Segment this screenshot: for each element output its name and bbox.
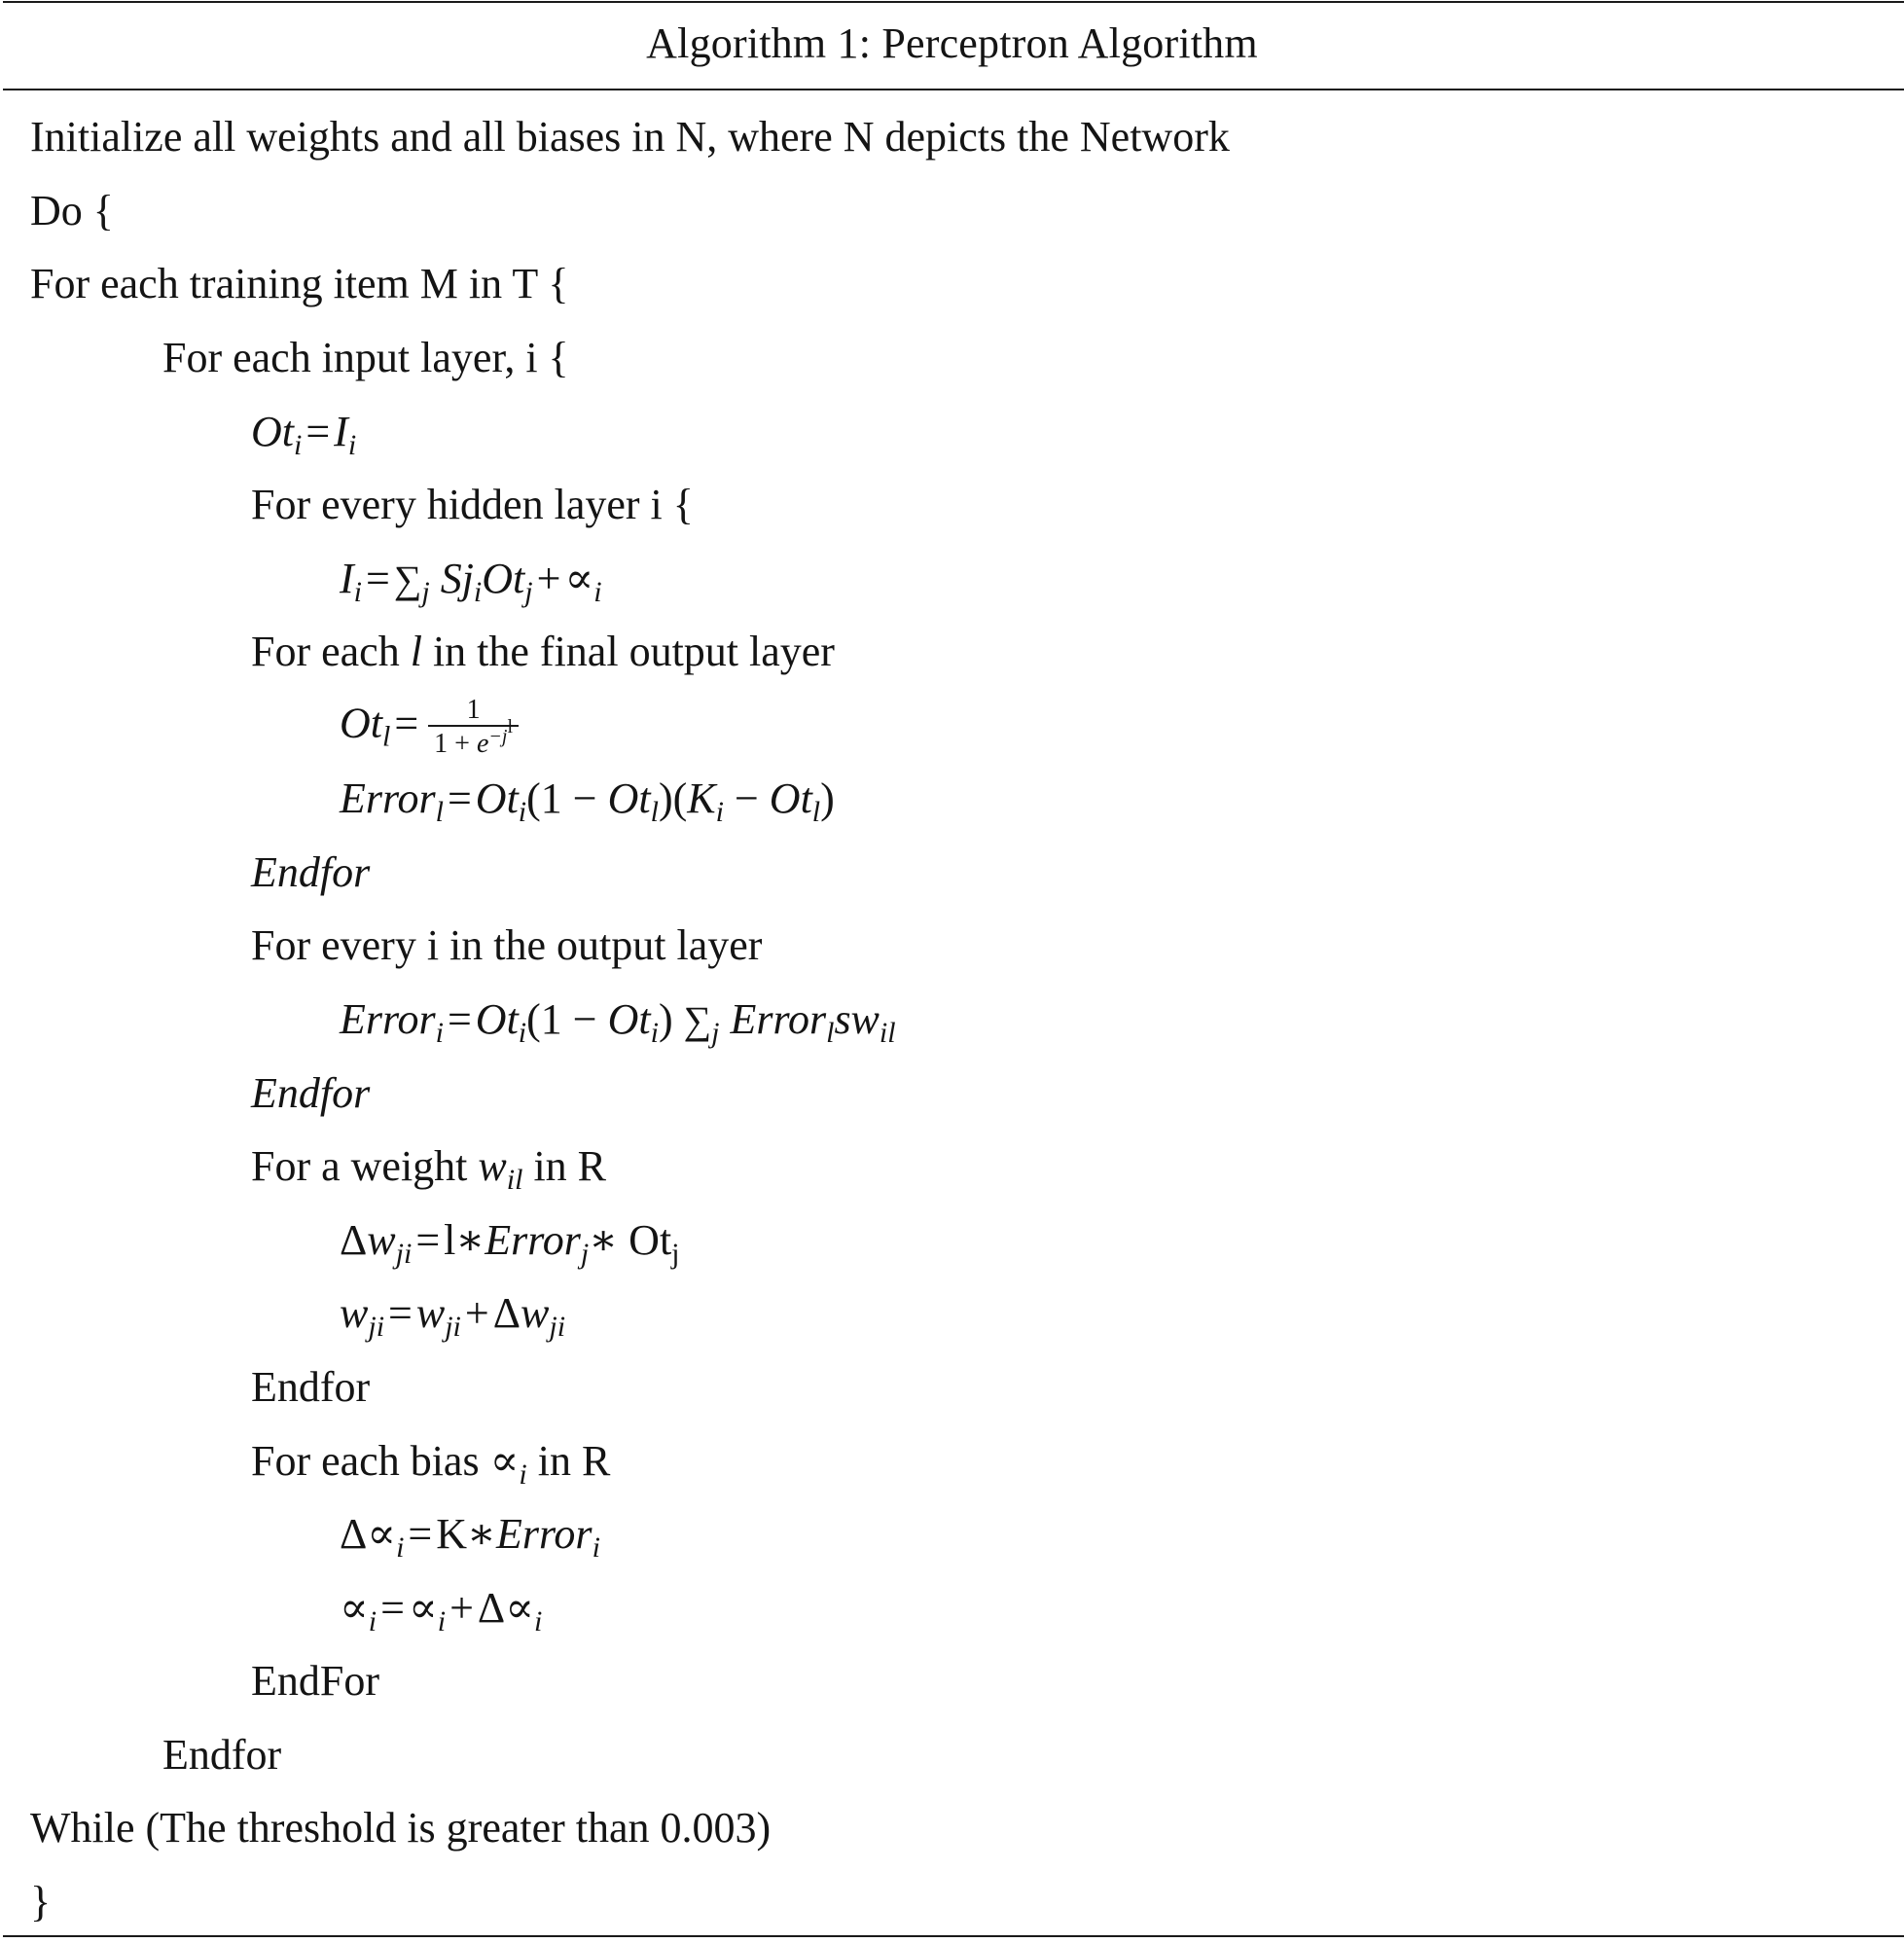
line-for-bias: For each bias $\propto_i$ in R bbox=[251, 1437, 611, 1491]
line-endfor-5: Endfor bbox=[162, 1731, 282, 1779]
line-endfor-3: Endfor bbox=[251, 1363, 371, 1411]
formula-weight-delta: $\Delta w_{ji}=l∗Error_j∗$ $Ot_j$ bbox=[340, 1216, 680, 1270]
bottom-rule bbox=[3, 1935, 1904, 1937]
formula-bias-update: $\propto_i=\propto_i+\Delta\propto_i$ bbox=[340, 1584, 543, 1637]
formula-output-equals-input: $Ot_i=I_i$ bbox=[251, 408, 357, 461]
formula-sigmoid-output: $Ot_l=$ $\frac{1}{1 + e^{-j^l}}$ bbox=[340, 696, 519, 759]
formula-bias-delta: $\Delta\propto_i=K∗Error_i$ bbox=[340, 1510, 600, 1564]
line-initialize: Initialize all weights and all biases in N, where N depicts the Network bbox=[30, 113, 1230, 161]
formula-weight-update: $w_{ji}=w_{ji}+\Delta w_{ji}$ bbox=[340, 1289, 566, 1343]
line-endfor-italic-1: Endfor bbox=[251, 848, 371, 896]
line-for-hidden-layer: For every hidden layer i { bbox=[251, 481, 694, 528]
formula-hidden-error: $Error_i=Ot_i(1 - Ot_i)$ $\sum_j$ $Error_lsw_{il}$ bbox=[340, 995, 896, 1049]
line-do: Do { bbox=[30, 187, 114, 234]
line-endfor-4: EndFor bbox=[251, 1657, 379, 1705]
line-for-final-output-layer: For each l in the final output layer bbox=[251, 628, 835, 675]
top-rule bbox=[3, 1, 1904, 3]
line-for-training-item: For each training item M in T { bbox=[30, 260, 569, 307]
formula-net-input: $I_i= \sum_j$ $Sj_iOt_j+\propto_i$ bbox=[340, 555, 602, 608]
line-for-every-output: For every i in the output layer bbox=[251, 921, 763, 969]
header-rule bbox=[3, 89, 1904, 90]
algorithm-title: Algorithm 1: Perceptron Algorithm bbox=[646, 19, 1258, 67]
line-endfor-italic-2: Endfor bbox=[251, 1069, 371, 1117]
line-while-threshold: While (The threshold is greater than 0.003) bbox=[30, 1804, 772, 1852]
line-for-weight: For a weight $w_{il}$ in R bbox=[251, 1142, 607, 1196]
formula-output-error: $Error_l=Ot_i(1 - Ot_l)(K_i - Ot_l)$ bbox=[340, 774, 835, 828]
line-close-brace: } bbox=[30, 1878, 52, 1925]
line-for-input-layer: For each input layer, i { bbox=[162, 334, 569, 381]
